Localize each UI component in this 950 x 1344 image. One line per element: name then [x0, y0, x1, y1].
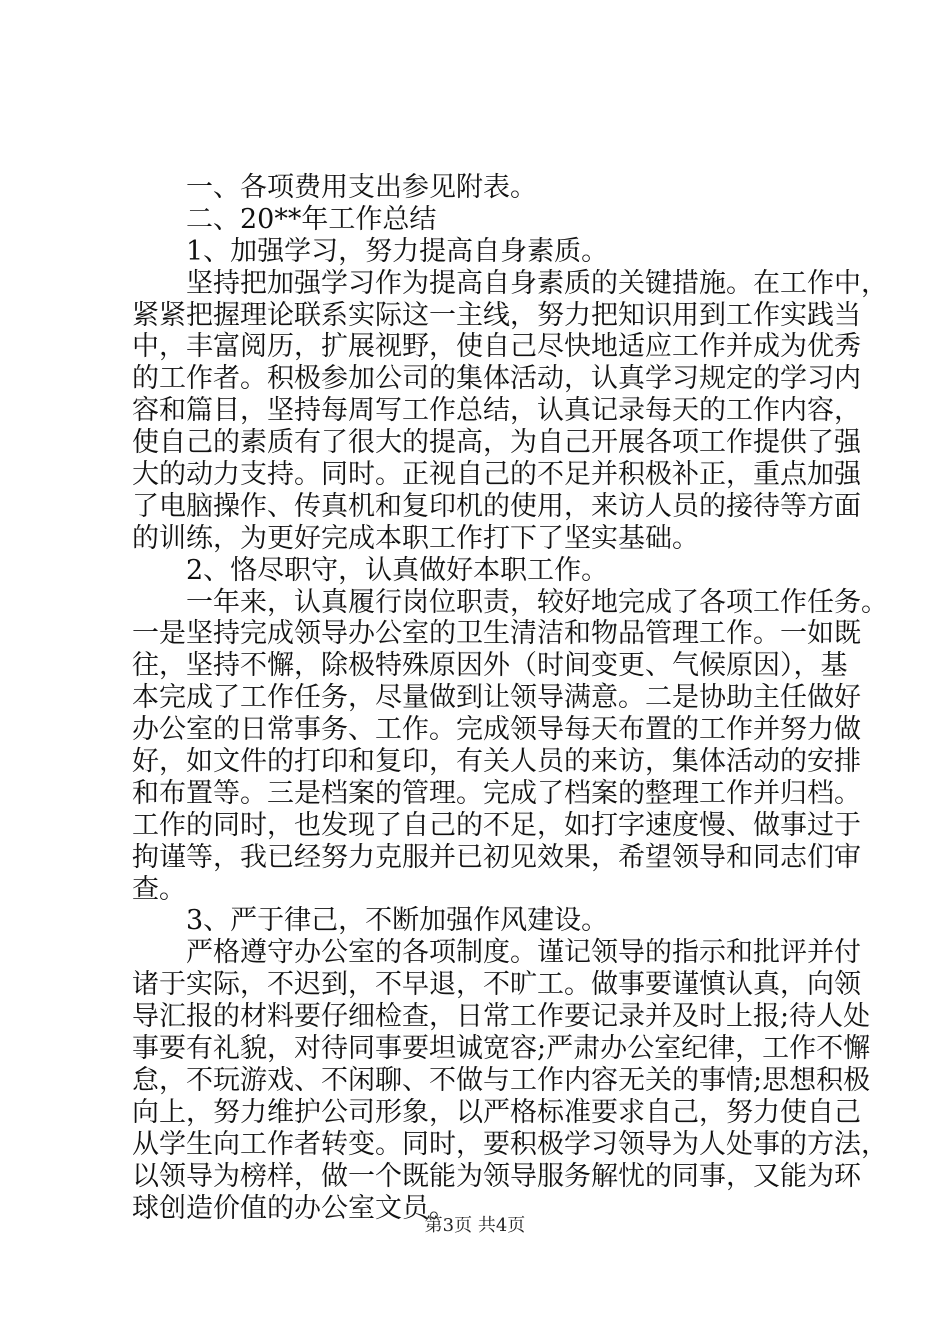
paragraph-line: 中，丰富阅历，扩展视野，使自己尽快地适应工作并成为优秀: [132, 331, 861, 363]
paragraph-line: 严格遵守办公室的各项制度。谨记领导的指示和批评并付: [132, 937, 861, 969]
paragraph-line: 大的动力支持。同时。正视自己的不足并积极补正，重点加强: [132, 459, 861, 491]
paragraph-line: 往，坚持不懈，除极特殊原因外（时间变更、气候原因），基: [132, 650, 848, 682]
paragraph-line: 办公室的日常事务、工作。完成领导每天布置的工作并努力做: [132, 714, 861, 746]
paragraph-line: 一年来，认真履行岗位职责，较好地完成了各项工作任务。: [132, 586, 888, 618]
paragraph-line: 容和篇目，坚持每周写工作总结，认真记录每天的工作内容，: [132, 395, 861, 427]
paragraph-line: 工作的同时，也发现了自己的不足，如打字速度慢、做事过于: [132, 809, 861, 841]
paragraph-line: 了电脑操作、传真机和复印机的使用，来访人员的接待等方面: [132, 490, 861, 522]
subheading-duties: 2、恪尽职守，认真做好本职工作。: [132, 554, 609, 586]
paragraph-line: 一是坚持完成领导办公室的卫生清洁和物品管理工作。一如既: [132, 618, 861, 650]
paragraph-line: 使自己的素质有了很大的提高，为自己开展各项工作提供了强: [132, 427, 861, 459]
page-number-footer: 第3页 共4页: [424, 1215, 526, 1236]
paragraph-line: 向上，努力维护公司形象，以严格标准要求自己，努力使自己: [132, 1096, 861, 1128]
subheading-learning: 1、加强学习，努力提高自身素质。: [132, 235, 609, 267]
paragraph-line: 的训练，为更好完成本职工作打下了坚实基础。: [132, 522, 699, 554]
paragraph-line: 怠，不玩游戏、不闲聊、不做与工作内容无关的事情;思想积极: [132, 1064, 871, 1096]
paragraph-line: 诸于实际，不迟到，不早退，不旷工。做事要谨慎认真，向领: [132, 969, 861, 1001]
paragraph-line: 本完成了工作任务，尽量做到让领导满意。二是协助主任做好: [132, 682, 861, 714]
paragraph-line: 导汇报的材料要仔细检查，日常工作要记录并及时上报;待人处: [132, 1001, 871, 1033]
paragraph-line: 坚持把加强学习作为提高自身素质的关键措施。在工作中，: [132, 267, 888, 299]
heading-expenses: 一、各项费用支出参见附表。: [132, 172, 537, 203]
paragraph-line: 和布置等。三是档案的管理。完成了档案的整理工作并归档。: [132, 777, 861, 809]
paragraph-line: 球创造价值的办公室文员。: [132, 1192, 456, 1224]
paragraph-line: 好，如文件的打印和复印，有关人员的来访，集体活动的安排: [132, 746, 861, 778]
paragraph-line: 紧紧把握理论联系实际这一主线，努力把知识用到工作实践当: [132, 299, 861, 331]
paragraph-line: 拘谨等，我已经努力克服并已初见效果，希望领导和同志们审: [132, 841, 861, 873]
paragraph-line: 事要有礼貌，对待同事要坦诚宽容;严肃办公室纪律，工作不懈: [132, 1033, 871, 1065]
subheading-discipline: 3、严于律己，不断加强作风建设。: [132, 905, 609, 937]
paragraph-line: 以领导为榜样，做一个既能为领导服务解忧的同事，又能为环: [132, 1160, 861, 1192]
heading-work-summary: 二、20**年工作总结: [132, 203, 437, 235]
paragraph-line: 查。: [132, 873, 186, 905]
paragraph-line: 的工作者。积极参加公司的集体活动，认真学习规定的学习内: [132, 363, 861, 395]
document-body: [132, 172, 888, 1224]
paragraph-line: 从学生向工作者转变。同时，要积极学习领导为人处事的方法，: [132, 1128, 888, 1160]
